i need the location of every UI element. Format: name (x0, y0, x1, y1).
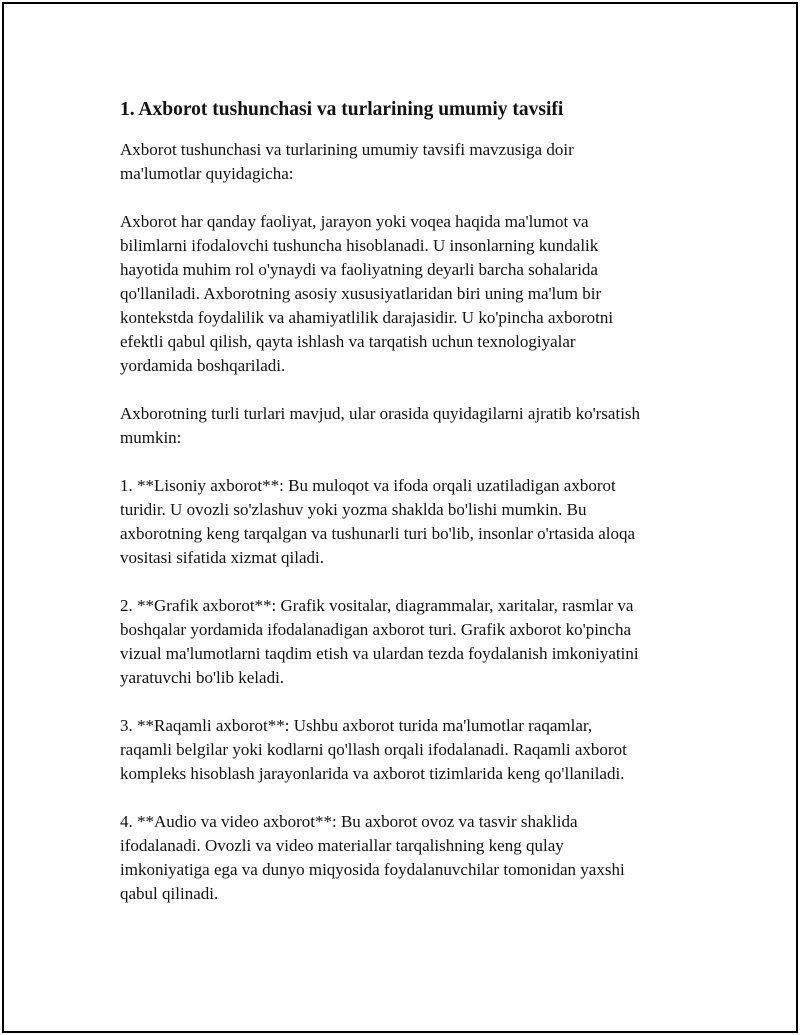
text-line: qabul qilinadi. (120, 884, 219, 903)
list-item-grafik (120, 594, 710, 690)
list-item-raqamli (120, 714, 710, 786)
text-line: axborotning keng tarqalgan va tushunarli turi bo'lib, insonlar o'rtasida aloqa (120, 524, 636, 543)
text-line: kontekstda foydalilik va ahamiyatlilik darajasidir. U ko'pincha axborotni (120, 308, 614, 327)
document-title: 1. Axborot tushunchasi va turlarining umumiy tavsifi (120, 99, 564, 120)
text-line: imkoniyatiga ega va dunyo miqyosida foydalanuvchilar tomonidan yaxshi (120, 860, 625, 879)
text-line: Axborot har qanday faoliyat, jarayon yoki voqea haqida ma'lumot va (120, 212, 589, 231)
definition-paragraph (120, 210, 710, 378)
text-line: yaratuvchi bo'lib keladi. (120, 668, 285, 687)
list-item-lisoniy (120, 474, 710, 570)
text-line: 1. **Lisoniy axborot**: Bu muloqot va ifoda orqali uzatiladigan axborot (120, 476, 616, 495)
text-line: raqamli belgilar yoki kodlarni qo'llash orqali ifodalanadi. Raqamli axborot (120, 740, 627, 759)
text-line: ifodalanadi. Ovozli va video materiallar tarqalishning keng qulay (120, 836, 564, 855)
text-line: kompleks hisoblash jarayonlarida va axborot tizimlarida keng qo'llaniladi. (120, 764, 625, 783)
document-body (120, 96, 710, 930)
list-item-audio-video (120, 810, 710, 906)
types-intro-paragraph (120, 402, 710, 450)
text-line: qo'llaniladi. Axborotning asosiy xususiyatlaridan biri uning ma'lum bir (120, 284, 602, 303)
text-line: yordamida boshqariladi. (120, 356, 286, 375)
text-line: mumkin: (120, 428, 182, 447)
text-line: 3. **Raqamli axborot**: Ushbu axborot turida ma'lumotlar raqamlar, (120, 716, 593, 735)
text-line: boshqalar yordamida ifodalanadigan axborot turi. Grafik axborot ko'pincha (120, 620, 632, 639)
text-line: bilimlarni ifodalovchi tushuncha hisoblanadi. U insonlarning kundalik (120, 236, 599, 255)
text-line: vizual ma'lumotlarni taqdim etish va ulardan tezda foydalanish imkoniyatini (120, 644, 639, 663)
text-line: turidir. U ovozli so'zlashuv yoki yozma shaklda bo'lishi mumkin. Bu (120, 500, 587, 519)
text-line: ma'lumotlar quyidagicha: (120, 164, 294, 183)
page-frame (2, 2, 798, 1033)
text-line: 2. **Grafik axborot**: Grafik vositalar, diagrammalar, xaritalar, rasmlar va (120, 596, 634, 615)
intro-paragraph (120, 138, 710, 186)
text-line: 4. **Audio va video axborot**: Bu axborot ovoz va tasvir shaklida (120, 812, 578, 831)
text-line: vositasi sifatida xizmat qiladi. (120, 548, 324, 567)
text-line: Axborotning turli turlari mavjud, ular orasida quyidagilarni ajratib ko'rsatish (120, 404, 641, 423)
text-line: hayotida muhim rol o'ynaydi va faoliyatning deyarli barcha sohalarida (120, 260, 598, 279)
text-line: Axborot tushunchasi va turlarining umumiy tavsifi mavzusiga doir (120, 140, 574, 159)
text-line: efektli qabul qilish, qayta ishlash va tarqatish uchun texnologiyalar (120, 332, 576, 351)
